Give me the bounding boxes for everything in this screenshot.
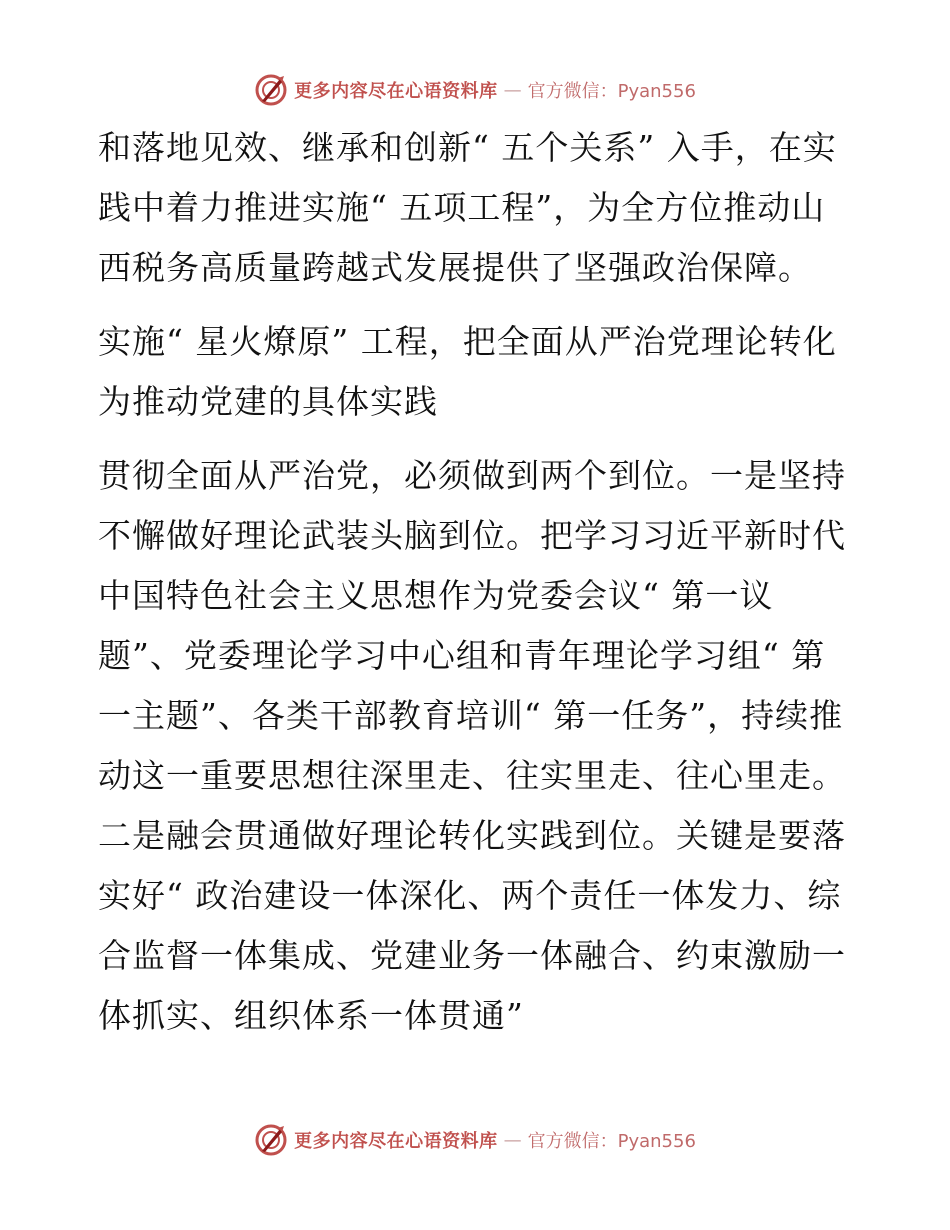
paragraph: 和落地见效、继承和创新“ 五个关系” 入手，在实践中着力推进实施“ 五项工程”，为全方位推动山西税务高质量跨越式发展提供了坚强政治保障。	[98, 128, 837, 287]
footer-banner	[0, 1120, 950, 1160]
header-banner	[0, 70, 950, 110]
paragraph: 贯彻全面从严治党，必须做到两个到位。一是坚持不懈做好理论武装头脑到位。把学习习近平新时代中国特色社会主义思想作为党委会议“ 第一议题”、党委理论学习中心组和青年理论学习组“ 第一主题”、各类干部教育培训“ 第一任务”，持续推动这一重要思想往深里走、往实里走、往心里走。二是融会贯通做好理论转化实践到位。关键是要落实好“ 政治建设一体深化、两个责任一体发力、综合监督一体集成、党建业务一体融合、约束激励一体抓实、组织体系一体贯通”	[98, 456, 846, 1035]
banner-wechat: 官方微信：Pyan556	[527, 81, 696, 102]
section-heading: 实施“ 星火燎原” 工程，把全面从严治党理论转化为推动党建的具体实践	[98, 322, 837, 421]
banner-separator: —	[503, 79, 522, 101]
quill-logo-icon	[254, 73, 288, 107]
banner-title: 更多内容尽在心语资料库	[294, 1131, 498, 1152]
quill-logo-icon	[254, 1123, 288, 1157]
banner-title: 更多内容尽在心语资料库	[294, 81, 498, 102]
document-body	[98, 118, 858, 1060]
banner-separator: —	[503, 1129, 522, 1151]
banner-wechat: 官方微信：Pyan556	[527, 1131, 696, 1152]
